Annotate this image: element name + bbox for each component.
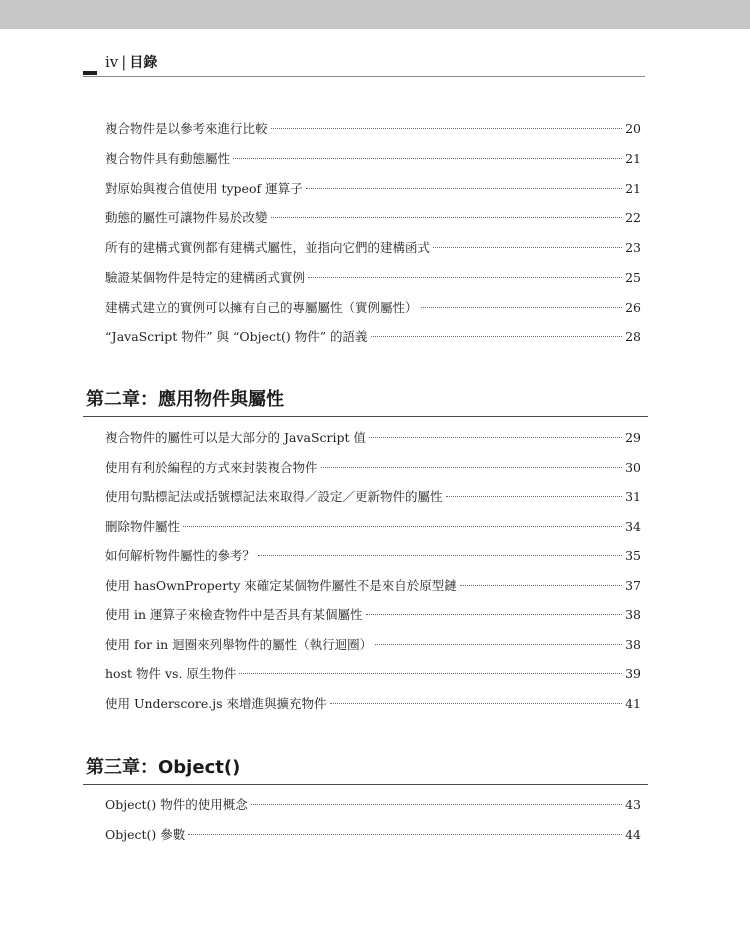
dot-leader [446, 496, 623, 497]
toc-entry-page: 26 [625, 299, 641, 315]
toc-entry-title: 使用 Underscore.js 來增進與擴充物件 [105, 695, 327, 711]
header-text [105, 52, 157, 73]
dot-leader [183, 526, 622, 527]
toc-entry-page: 21 [625, 180, 641, 196]
running-header [83, 50, 645, 77]
dot-leader [460, 585, 622, 586]
toc-entry-title: 使用 in 運算子來檢查物件中是否具有某個屬性 [105, 607, 363, 622]
toc-entry[interactable] [105, 487, 641, 507]
toc-entry[interactable] [105, 208, 641, 228]
toc-entry[interactable] [105, 149, 641, 169]
toc-entry-page: 39 [625, 666, 641, 681]
dot-leader [251, 804, 622, 805]
toc-entry-title: 動態的屬性可讓物件易於改變 [105, 210, 268, 226]
toc-entry[interactable] [105, 605, 641, 625]
chapter-title: 第三章：Object() [86, 757, 241, 778]
dot-leader [421, 307, 623, 308]
toc-entry[interactable] [105, 576, 641, 596]
toc-entry[interactable] [105, 795, 641, 815]
header-separator: | [121, 53, 127, 71]
toc-entry-title: Object() 參數 [105, 826, 186, 842]
chapter-heading [83, 389, 648, 417]
toc-entry-title: host 物件 vs. 原生物件 [105, 666, 237, 681]
dot-leader [271, 217, 623, 218]
dot-leader [233, 158, 622, 159]
dot-leader [366, 614, 623, 615]
toc-entry-page: 21 [625, 150, 641, 166]
toc-entry-page: 37 [625, 577, 641, 593]
dot-leader [375, 644, 622, 645]
toc-entry-title: 使用 for in 迴圈來列舉物件的屬性（執行迴圈） [105, 636, 373, 652]
toc-entry-title: 使用 hasOwnProperty 來確定某個物件屬性不是來自於原型鏈 [105, 577, 457, 593]
toc-entry-title: 複合物件具有動態屬性 [105, 150, 231, 166]
toc-entry[interactable] [105, 517, 641, 537]
toc-entry[interactable] [105, 664, 641, 684]
toc-entry-page: 43 [625, 797, 641, 812]
dot-leader [258, 555, 622, 556]
toc-entry-page: 29 [625, 430, 641, 445]
dot-leader [271, 128, 623, 129]
dot-leader [369, 437, 622, 438]
dot-leader [433, 247, 622, 248]
toc-entry-title: 如何解析物件屬性的參考？ [105, 548, 256, 563]
toc-entry-title: 所有的建構式實例都有建構式屬性，並指向它們的建構函式 [105, 240, 431, 255]
toc-entry[interactable] [105, 119, 641, 139]
toc-entry[interactable] [105, 694, 641, 714]
toc-entry-page: 38 [625, 607, 641, 622]
toc-entry-page: 28 [625, 329, 641, 345]
toc-entry[interactable] [105, 458, 641, 478]
toc-entry-title: 使用有利於編程的方式來封裝複合物件 [105, 459, 318, 475]
dot-leader [330, 703, 623, 704]
toc-entry[interactable] [105, 268, 641, 288]
toc-entry-page: 38 [625, 636, 641, 652]
toc-entry-title: 使用句點標記法或括號標記法來取得／設定／更新物件的屬性 [105, 489, 443, 504]
toc-entry-title: 對原始與複合值使用 typeof 運算子 [105, 180, 303, 196]
toc-entry-page: 23 [625, 240, 641, 255]
dot-leader [371, 336, 623, 337]
toc-entry-page: 20 [625, 121, 641, 136]
toc-entry-title: 建構式建立的實例可以擁有自己的專屬屬性（實例屬性） [105, 299, 418, 315]
toc-entry-title: 複合物件的屬性可以是大部分的 JavaScript 值 [105, 430, 366, 445]
header-title: 目錄 [129, 55, 158, 71]
toc-entry-page: 30 [625, 459, 641, 475]
dot-leader [188, 834, 622, 835]
toc-entry-page: 35 [625, 548, 641, 563]
toc-entry-page: 22 [625, 210, 641, 226]
toc-entry-title: “JavaScript 物件” 與 “Object() 物件” 的語義 [105, 329, 368, 345]
toc-entry[interactable] [105, 327, 641, 347]
dot-leader [306, 188, 623, 189]
chapter-title: 第二章：應用物件與屬性 [86, 389, 284, 410]
toc-entry[interactable] [105, 635, 641, 655]
toc-entry[interactable] [105, 238, 641, 258]
toc-entry-page: 25 [625, 269, 641, 285]
top-gray-band [0, 0, 750, 29]
dot-leader [308, 277, 622, 278]
toc-entry-page: 44 [625, 826, 641, 842]
toc-entry-title: 刪除物件屬性 [105, 518, 181, 534]
toc-entry[interactable] [105, 546, 641, 566]
dot-leader [321, 467, 623, 468]
toc-entry[interactable] [105, 825, 641, 845]
toc-entry[interactable] [105, 428, 641, 448]
toc-entry[interactable] [105, 179, 641, 199]
toc-entry-page: 31 [625, 489, 641, 504]
toc-entry-title: 驗證某個物件是特定的建構函式實例 [105, 269, 306, 285]
dot-leader [239, 673, 622, 674]
toc-entry-page: 41 [625, 695, 641, 711]
header-marker-bar [83, 71, 97, 75]
toc-entry-page: 34 [625, 518, 641, 534]
toc-entry-title: Object() 物件的使用概念 [105, 797, 248, 812]
toc-entry-title: 複合物件是以參考來進行比較 [105, 121, 268, 136]
chapter-heading [83, 757, 648, 785]
toc-entry[interactable] [105, 298, 641, 318]
header-page-number: iv [105, 53, 119, 71]
